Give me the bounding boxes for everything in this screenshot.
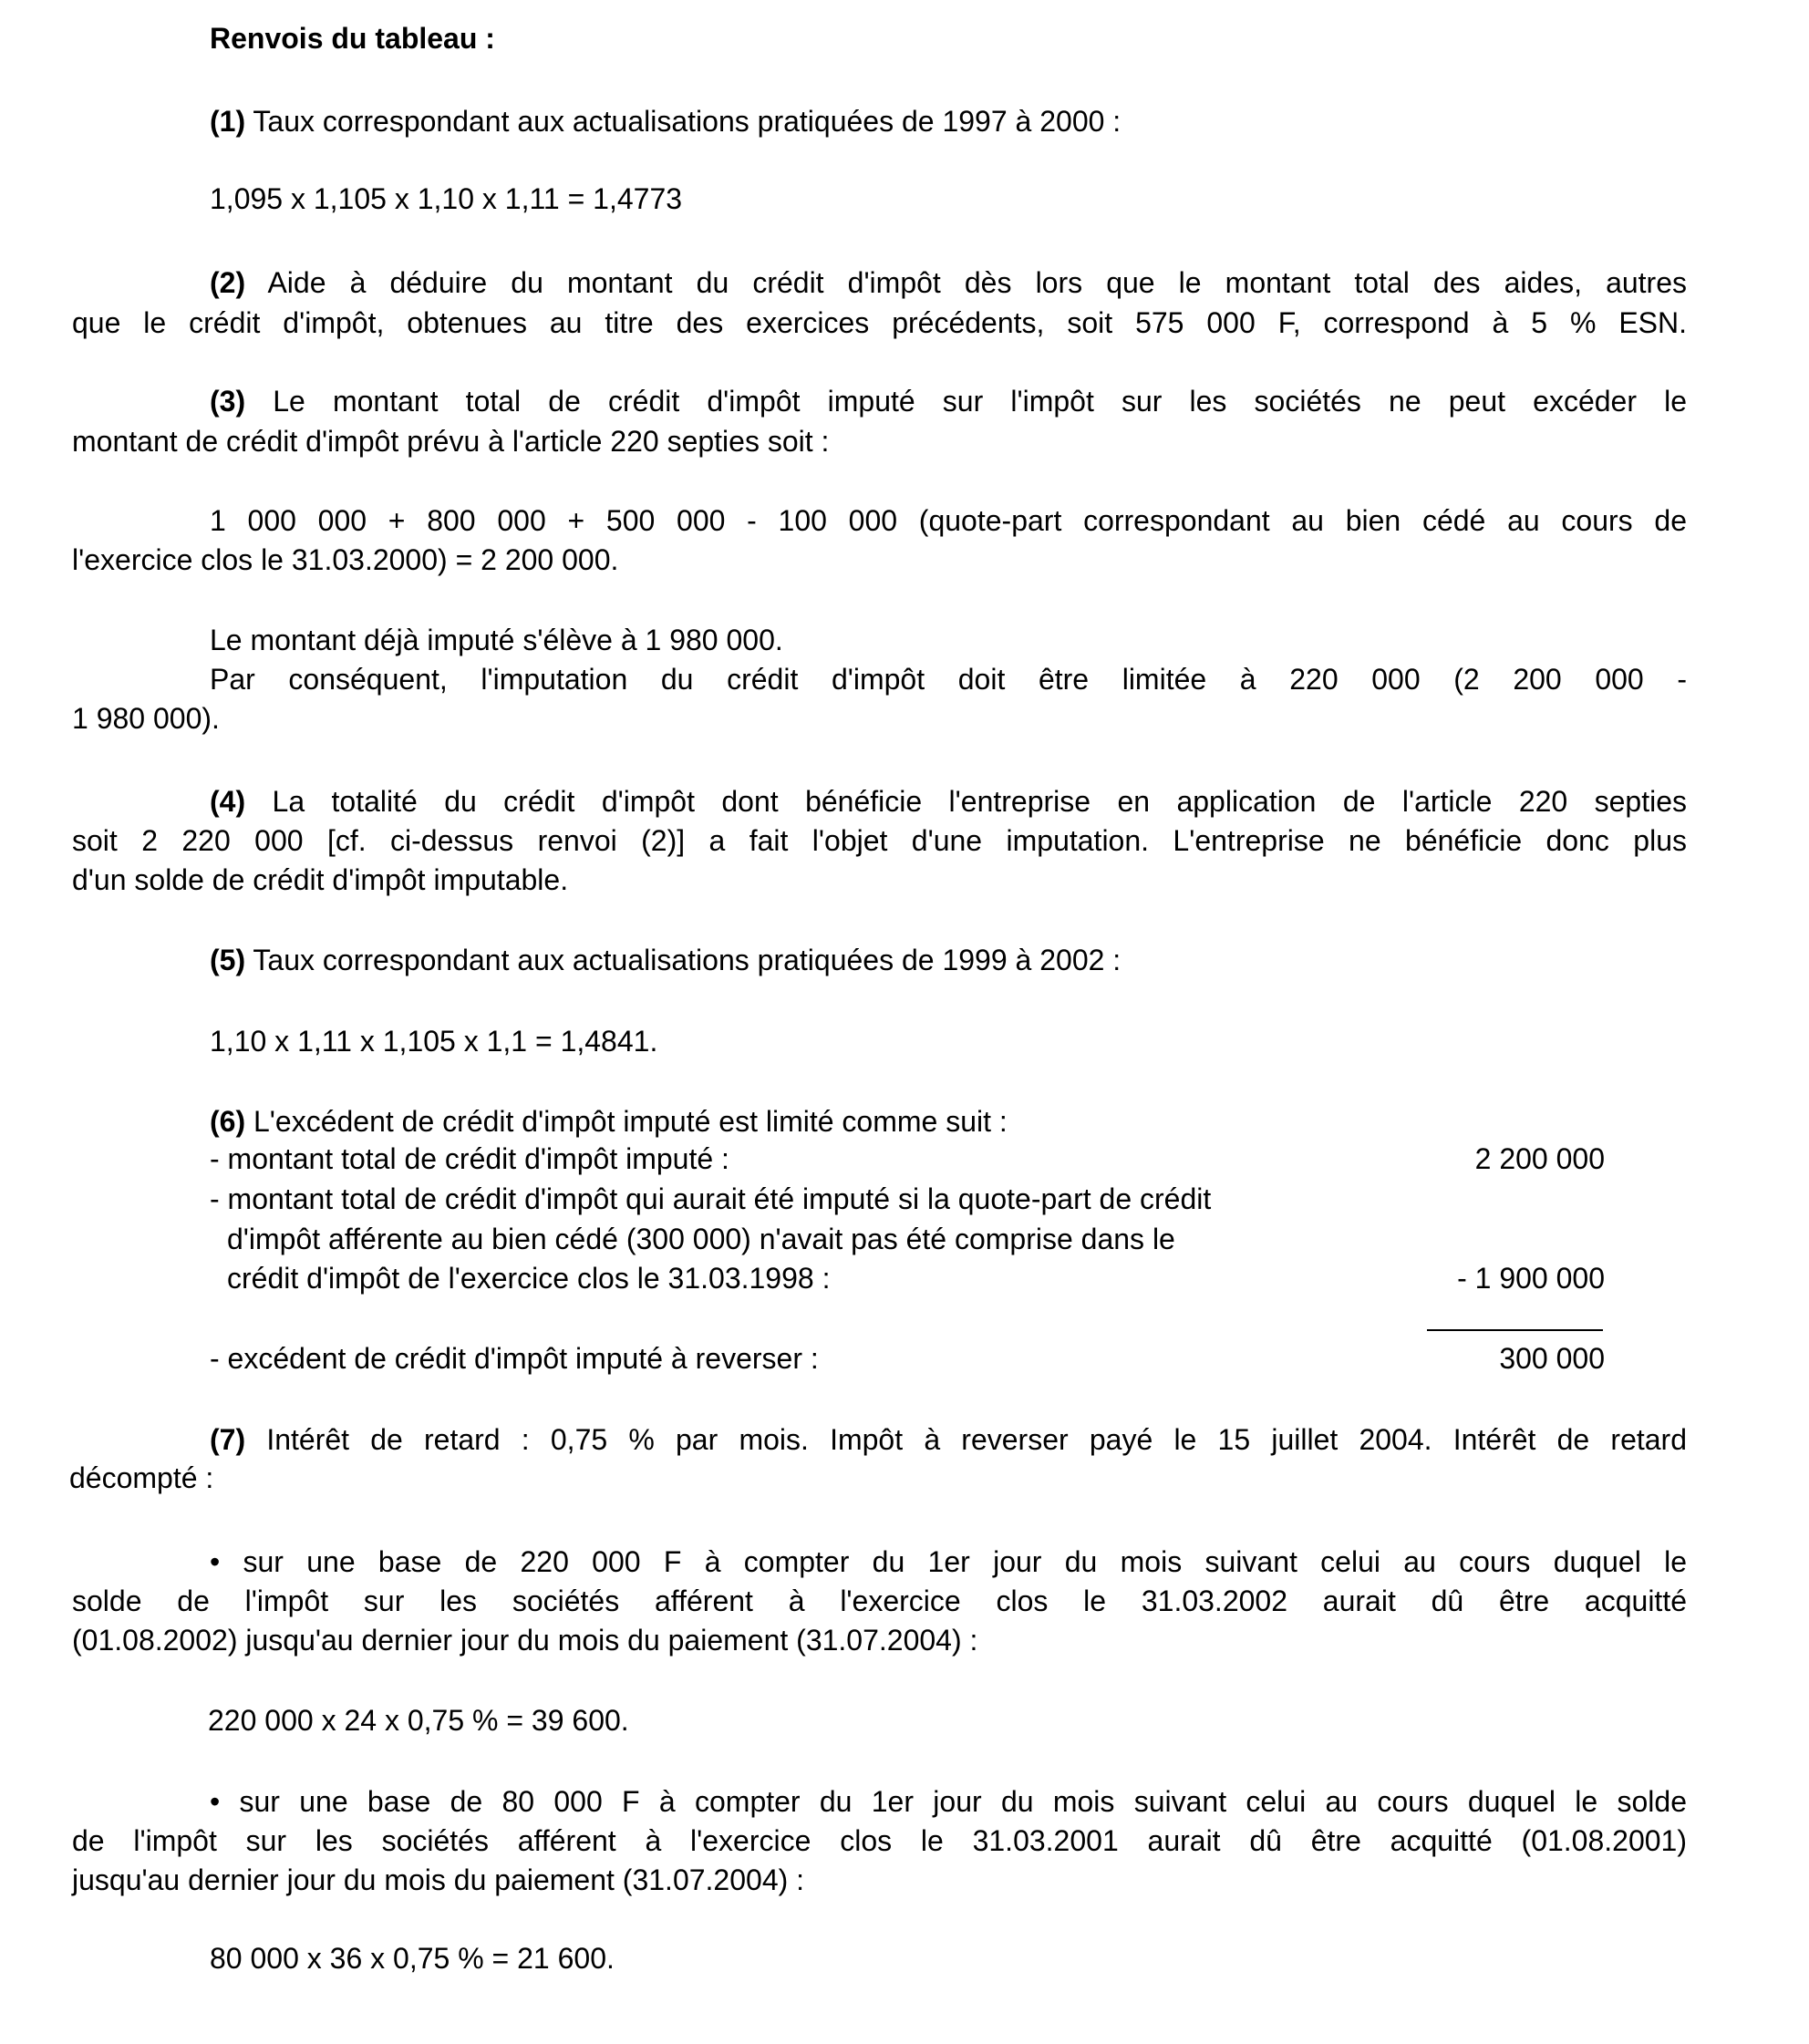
note-7-line-2: décompté : [69, 1461, 214, 1494]
note-7-bullet-2-line-1: • sur une base de 80 000 F à compter du 1er jour du mois suivant celui au cours duquel le solde [210, 1785, 1687, 1818]
note-1-text: Taux correspondant aux actualisations pratiquées de 1997 à 2000 : [253, 105, 1122, 138]
note-6-text: L'excédent de crédit d'impôt imputé est limité comme suit : [253, 1105, 1008, 1138]
note-3-line-1 [210, 385, 1687, 418]
note-5-label: (5) [210, 944, 246, 976]
page-title: Renvois du tableau : [210, 22, 495, 55]
note-7-label: (7) [210, 1423, 246, 1456]
note-7-bullet-1-line-3: (01.08.2002) jusqu'au dernier jour du mois du paiement (31.07.2004) : [72, 1624, 978, 1657]
note-4-line-2: soit 2 220 000 [cf. ci-dessus renvoi (2)] a fait l'objet d'une imputation. L'entreprise ne bénéficie donc plus [72, 824, 1687, 857]
note-3-consequence-line-1: Par conséquent, l'imputation du crédit d'impôt doit être limitée à 220 000 (2 200 000 - [210, 663, 1687, 696]
note-5-formula: 1,10 x 1,11 x 1,105 x 1,1 = 1,4841. [210, 1025, 658, 1058]
sum-rule-divider [1427, 1329, 1603, 1331]
note-6-intro [210, 1105, 1008, 1138]
note-6-row-2-label-line-2: d'impôt afférente au bien cédé (300 000) n'avait pas été comprise dans le [227, 1223, 1175, 1255]
note-6-row-1-label: - montant total de crédit d'impôt imputé : [210, 1142, 729, 1175]
note-6-row-2-label-line-1: - montant total de crédit d'impôt qui aurait été imputé si la quote-part de crédit [210, 1182, 1212, 1215]
note-2-line-1 [210, 266, 1687, 299]
note-7-bullet-1-line-1: • sur une base de 220 000 F à compter du 1er jour du mois suivant celui au cours duquel le [210, 1545, 1687, 1578]
note-7-text: Intérêt de retard : 0,75 % par mois. Impôt à reverser payé le 15 juillet 2004. Intérêt de retard [266, 1423, 1688, 1456]
note-2-label: (2) [210, 266, 246, 299]
note-6-row-3-label: - excédent de crédit d'impôt imputé à reverser : [210, 1342, 819, 1375]
note-6-row-2-label-line-3: crédit d'impôt de l'exercice clos le 31.03.1998 : [227, 1262, 831, 1295]
note-3-formula-line-2: l'exercice clos le 31.03.2000) = 2 200 000. [72, 543, 619, 576]
note-7-bullet-2-line-3: jusqu'au dernier jour du mois du paiement (31.07.2004) : [72, 1863, 805, 1896]
note-5-intro [210, 944, 1121, 976]
note-7-bullet-1-line-2: solde de l'impôt sur les sociétés afférent à l'exercice clos le 31.03.2002 aurait dû être acquitté [72, 1585, 1687, 1617]
note-7-line-1 [210, 1423, 1687, 1456]
note-6-label: (6) [210, 1105, 246, 1138]
note-3-text: Le montant total de crédit d'impôt imputé sur l'impôt sur les sociétés ne peut excéder le [273, 385, 1688, 418]
note-7-bullet-2-line-2: de l'impôt sur les sociétés afférent à l'exercice clos le 31.03.2001 aurait dû être acquitté (01.08.2001) [72, 1824, 1687, 1857]
note-6-row-1-amount: 2 200 000 [1474, 1142, 1605, 1175]
note-4-line-3: d'un solde de crédit d'impôt imputable. [72, 863, 569, 896]
note-7-bullet-2-formula: 80 000 x 36 x 0,75 % = 21 600. [210, 1942, 615, 1975]
note-1-intro [210, 105, 1121, 138]
note-3-already-imputed: Le montant déjà imputé s'élève à 1 980 000. [210, 624, 783, 656]
note-7-bullet-1-formula: 220 000 x 24 x 0,75 % = 39 600. [208, 1704, 629, 1737]
note-1-formula: 1,095 x 1,105 x 1,10 x 1,11 = 1,4773 [210, 182, 683, 215]
note-5-text: Taux correspondant aux actualisations pratiquées de 1999 à 2002 : [253, 944, 1122, 976]
note-3-formula-line-1: 1 000 000 + 800 000 + 500 000 - 100 000 (quote-part correspondant au bien cédé au cours de [210, 504, 1687, 537]
note-2-line-2: que le crédit d'impôt, obtenues au titre des exercices précédents, soit 575 000 F, correspond à 5 % ESN. [72, 306, 1687, 339]
note-4-label: (4) [210, 785, 246, 818]
note-3-consequence-line-2: 1 980 000). [72, 702, 220, 735]
note-4-line-1 [210, 785, 1687, 818]
note-2-text: Aide à déduire du montant du crédit d'impôt dès lors que le montant total des aides, autres [267, 266, 1688, 299]
note-3-line-2: montant de crédit d'impôt prévu à l'article 220 septies soit : [72, 425, 830, 458]
note-6-row-2-amount: - 1 900 000 [1457, 1262, 1605, 1295]
note-4-text: La totalité du crédit d'impôt dont bénéficie l'entreprise en application de l'article 220 septies [272, 785, 1688, 818]
note-1-label: (1) [210, 105, 246, 138]
note-6-row-3-amount: 300 000 [1499, 1342, 1605, 1375]
note-3-label: (3) [210, 385, 246, 418]
